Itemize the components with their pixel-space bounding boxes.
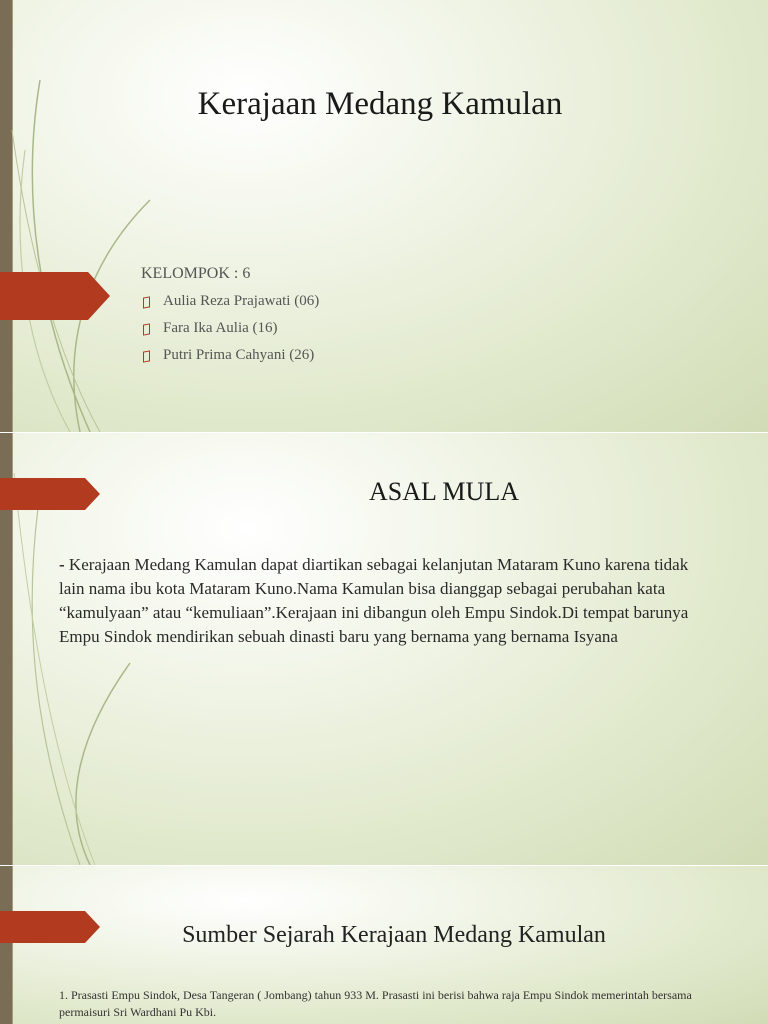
paragraph-dash: -: [59, 555, 69, 574]
member-name: Fara Ika Aulia (16): [163, 320, 278, 336]
body-paragraph: [59, 553, 709, 649]
accent-arrow: [0, 272, 110, 320]
bullet-icon: [143, 323, 150, 335]
section-title: Sumber Sejarah Kerajaan Medang Kamulan: [182, 922, 606, 948]
paragraph-text: Kerajaan Medang Kamulan dapat diartikan sebagai kelanjutan Mataram Kuno karena tidak lain nama ibu kota Mataram Kuno.Nama Kamulan bisa dianggap sebagai perubahan kata “kamulyaan” atau “kemuliaan”.Kerajaan ini dibangun oleh Empu Sindok.Di tempat barunya Empu Sindok mendirikan sebuah dinasti baru yang bernama yang bernama Isyana: [59, 555, 689, 646]
page-title: Kerajaan Medang Kamulan: [197, 86, 563, 122]
member-name: Putri Prima Cahyani (26): [163, 347, 315, 363]
slide-sidebar-bar: [0, 0, 12, 432]
slide-asal-mula: [0, 433, 768, 865]
body-paragraph: 1. Prasasti Empu Sindok, Desa Tangeran ( Jombang) tahun 933 M. Prasasti ini berisi bahwa raja Empu Sindok memerintah bersama permaisuri Sri Wardhani Pu Kbi.: [59, 988, 692, 1019]
member-name: Aulia Reza Prajawati (06): [163, 293, 320, 309]
slide-sumber-sejarah: [0, 866, 768, 1024]
section-title: ASAL MULA: [369, 477, 519, 506]
list-item: [141, 347, 319, 374]
list-item: [141, 293, 319, 320]
slide-title: [0, 0, 768, 432]
bullet-icon: [143, 296, 150, 308]
list-item: [141, 320, 319, 347]
bullet-icon: [143, 350, 150, 362]
member-list: [141, 293, 319, 374]
group-label: KELOMPOK : 6: [141, 265, 251, 282]
